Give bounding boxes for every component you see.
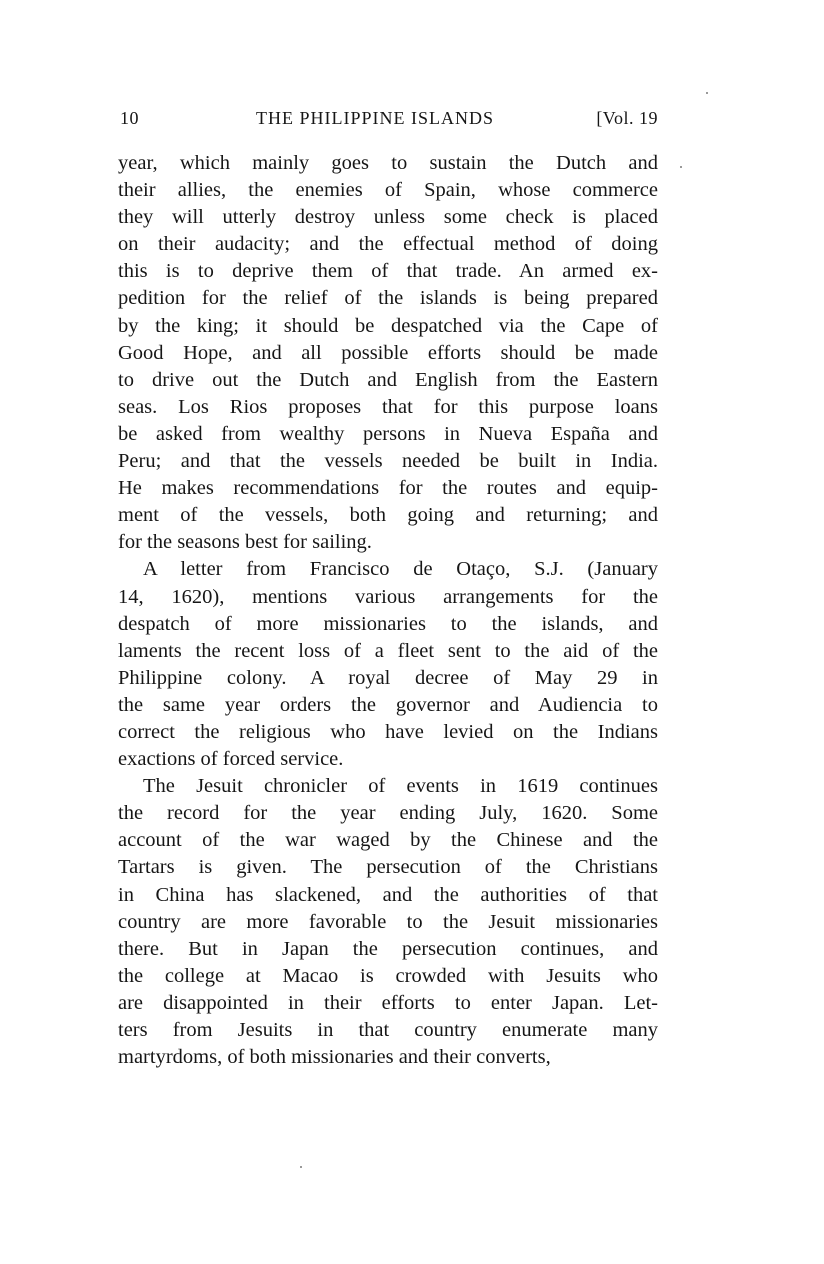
text-line: are disappointed in their efforts to enter Japan. Let-: [118, 991, 658, 1014]
text-line: the college at Macao is crowded with Jesuits who: [118, 964, 658, 987]
text-line: account of the war waged by the Chinese and the: [118, 829, 658, 852]
text-line: The Jesuit chronicler of events in 1619 continues: [143, 775, 658, 798]
text-line: Peru; and that the vessels needed be built in India.: [118, 450, 658, 473]
text-line: Tartars is given. The persecution of the Christians: [118, 856, 658, 879]
print-speck: [680, 166, 682, 168]
text-line: despatch of more missionaries to the islands, and: [118, 612, 658, 635]
text-line: on their audacity; and the effectual method of doing: [118, 233, 658, 256]
text-line: to drive out the Dutch and English from the Eastern: [118, 368, 658, 391]
text-line: laments the recent loss of a fleet sent to the aid of the: [118, 639, 658, 662]
paragraph: [118, 556, 658, 773]
text-line: their allies, the enemies of Spain, whose commerce: [118, 179, 658, 202]
text-line: Philippine colony. A royal decree of May 29 in: [118, 666, 658, 689]
text-line: seas. Los Rios proposes that for this purpose loans: [118, 395, 658, 418]
text-line: the same year orders the governor and Audiencia to: [118, 693, 658, 716]
page-number: 10: [120, 108, 139, 128]
volume-label: [Vol. 19: [596, 108, 658, 128]
text-line: the record for the year ending July, 1620. Some: [118, 802, 658, 825]
text-line: exactions of forced service.: [118, 748, 344, 771]
body-text: [118, 150, 658, 1071]
text-line: 14, 1620), mentions various arrangements for the: [118, 585, 658, 608]
text-line: country are more favorable to the Jesuit missionaries: [118, 910, 658, 933]
text-line: ters from Jesuits in that country enumerate many: [118, 1019, 658, 1041]
print-speck: [300, 1166, 302, 1168]
text-line: pedition for the relief of the islands is being prepared: [118, 287, 658, 310]
text-line: for the seasons best for sailing.: [118, 531, 372, 554]
text-line: martyrdoms, of both missionaries and their converts,: [118, 1046, 551, 1069]
text-line: be asked from wealthy persons in Nueva España and: [118, 422, 658, 445]
text-line: they will utterly destroy unless some check is placed: [118, 206, 658, 229]
text-line: there. But in Japan the persecution continues, and: [118, 937, 658, 960]
text-line: ment of the vessels, both going and returning; and: [118, 504, 658, 527]
text-line: in China has slackened, and the authorities of that: [118, 883, 658, 906]
print-speck: [706, 92, 708, 94]
text-line: He makes recommendations for the routes and equip-: [118, 477, 658, 500]
text-line: by the king; it should be despatched via the Cape of: [118, 314, 658, 337]
text-line: correct the religious who have levied on the Indians: [118, 720, 658, 743]
text-line: this is to deprive them of that trade. An armed ex-: [118, 260, 658, 283]
text-line: year, which mainly goes to sustain the Dutch and: [118, 152, 658, 174]
paragraph: [118, 150, 658, 556]
text-line: Good Hope, and all possible efforts should be made: [118, 341, 658, 364]
running-title: THE PHILIPPINE ISLANDS: [256, 108, 494, 128]
text-line: A letter from Francisco de Otaço, S.J. (January: [143, 558, 658, 581]
paragraph: [118, 773, 658, 1071]
running-head: [118, 108, 658, 134]
